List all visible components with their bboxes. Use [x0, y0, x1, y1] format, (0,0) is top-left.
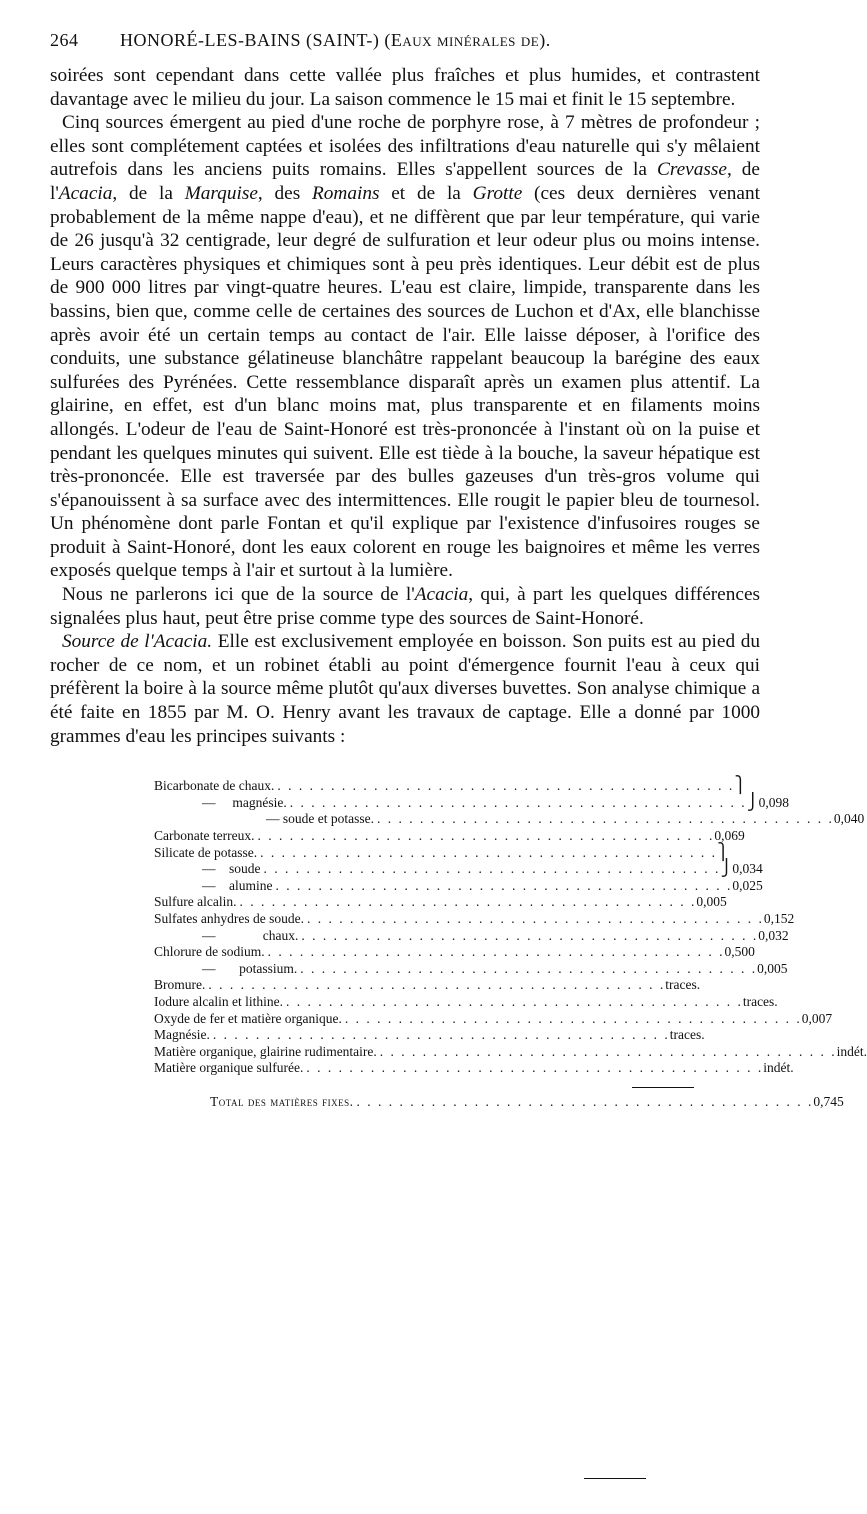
page-number: 264 — [50, 30, 79, 50]
table-row: — potassium. . . . . . . . . . . . . . . . . . . . . . . . . . . . . . . . . . . . . . . . . . . . 0,005 — [202, 960, 788, 976]
table-row: — chaux. . . . . . . . . . . . . . . . . . . . . . . . . . . . . . . . . . . . . . . . . . . . 0,032 — [202, 927, 789, 943]
table-row: Iodure alcalin et lithine. . . . . . . . . . . . . . . . . . . . . . . . . . . . . . . . . . . . . . . . . . . . traces. — [154, 993, 778, 1009]
table-row: Matière organique sulfurée. . . . . . . . . . . . . . . . . . . . . . . . . . . . . . . . . . . . . . . . . . . . indét. — [154, 1060, 794, 1076]
source-marquise: Marquise — [184, 182, 258, 204]
brace-top: ⎫ — [716, 843, 729, 861]
table-row: Carbonate terreux. . . . . . . . . . . . . . . . . . . . . . . . . . . . . . . . . . . . . . . . . . . . 0,069 — [154, 828, 745, 843]
table-row: Sulfates anhydres de soude. . . . . . . . . . . . . . . . . . . . . . . . . . . . . . . . . . . . . . . . . . . . 0,152 — [154, 910, 795, 926]
total-value: 0,745 — [813, 1093, 844, 1109]
total-rule — [632, 1087, 694, 1088]
table-row: Matière organique, glairine rudimentaire. . . . . . . . . . . . . . . . . . . . . . . . . . . . . . . . . . . . . . . . . . . . indét. — [154, 1043, 867, 1059]
paragraph-4: Source de l'Acacia. Elle est exclusivement employée en boisson. Son puits est au pied du rocher de ce nom, et un robinet établi au point d'émergence fournit l'eau à ceux qui préfèrent la boire à la source même plutôt qu'aux diverses buvettes. Son analyse chimique a été faite en 1855 par M. O. Henry avant les travaux de captage. Elle a donné par 1000 grammes d'eau les principes suivants : — [50, 631, 761, 747]
chemical-analysis-table — [154, 777, 867, 1110]
body-text — [50, 64, 760, 748]
section-heading-acacia: Source de l'Acacia. — [62, 631, 213, 653]
source-grotte: Grotte — [472, 182, 523, 204]
running-title-main: HONORÉ-LES-BAINS (SAINT-) — [120, 30, 380, 50]
table-row: Oxyde de fer et matière organique. . . . . . . . . . . . . . . . . . . . . . . . . . . . . . . . . . . . . . . . . . . . 0,007 — [154, 1010, 833, 1026]
table-row: Bromure. . . . . . . . . . . . . . . . . . . . . . . . . . . . . . . . . . . . . . . . . . . . traces. — [154, 977, 701, 993]
source-romains: Romains — [311, 182, 380, 204]
table-row: Chlorure de sodium. . . . . . . . . . . . . . . . . . . . . . . . . . . . . . . . . . . . . . . . . . . . 0,500 — [154, 944, 755, 960]
source-crevasse: Crevasse — [656, 159, 727, 181]
table-row: — soude . . . . . . . . . . . . . . . . . . . . . . . . . . . . . . . . . . . . . . . . . . . ⎭ 0,034 — [202, 860, 763, 878]
paragraph-3: Nous ne parlerons ici que de la source de l'Acacia, qui, à part les quelques différences signalées plus haut, peut être prise comme type des sources de Saint-Honoré. — [50, 584, 761, 629]
brace-bottom: ⎭ — [720, 860, 733, 878]
brace-top: ⎫ — [734, 777, 747, 795]
table-row: — soude et potasse. . . . . . . . . . . . . . . . . . . . . . . . . . . . . . . . . . . . . . . . . . . . 0,040 — [266, 811, 865, 827]
running-title-sub: (Eaux minérales de). — [384, 30, 551, 50]
end-rule — [584, 1478, 646, 1479]
table-row: — magnésie. . . . . . . . . . . . . . . . . . . . . . . . . . . . . . . . . . . . . . . . . . . . ⎭ 0,098 — [202, 793, 789, 811]
source-acacia: Acacia — [58, 182, 113, 204]
paragraph-1: soirées sont cependant dans cette vallée plus fraîches et plus humides, et contrastent davantage avec le milieu du jour. La saison commence le 15 mai et finit le 15 septembre. — [50, 65, 760, 110]
running-header — [50, 30, 760, 64]
total-row: Total des matières fixes. . . . . . . . . . . . . . . . . . . . . . . . . . . . . . . . . . . . . . . . . . . . 0,745 — [154, 1094, 694, 1111]
table-row: Magnésie. . . . . . . . . . . . . . . . . . . . . . . . . . . . . . . . . . . . . . . . . . . . traces. — [154, 1027, 705, 1043]
brace-bottom: ⎭ — [746, 793, 759, 811]
table-row: Silicate de potasse. . . . . . . . . . . . . . . . . . . . . . . . . . . . . . . . . . . . . . . . . . . . ⎫ — [154, 843, 729, 861]
paragraph-2: Cinq sources émergent au pied d'une roche de porphyre rose, à 7 mètres de profondeur ; elles sont complétement captées et isolées des infiltrations d'eau naturelle qui s'y mêlaient autrefois dans les anciens puits romains. Elles s'appellent sources de la Crevasse, de l'Acacia, de la Marquise, des Romains et de la Grotte (ces deux dernières venant probablement de la même nappe d'eau), et ne diffèrent que par leur température, qui varie de 26 jusqu'à 32 centigrade, leur degré de sulfuration et leur odeur plus ou moins intense. Leurs caractères physiques et chimiques sont à peu près identiques. Leur débit est de plus de 900 000 litres par vingt-quatre heures. L'eau est claire, limpide, transparente dans les bassins, bien que, comme celle de certaines des sources de Luchon et d'Ax, elle blanchisse après avoir été un certain temps au contact de l'air. Elle laisse déposer, à l'orifice des conduits, une substance gélatineuse blanchâtre rappelant beaucoup la barégine des eaux sulfurées des Pyrénées. Cette ressemblance disparaît après un examen plus attentif. La glairine, en effet, est d'un blanc moins mat, plus transparente et en filaments moins allongés. L'odeur de l'eau de Saint-Honoré est très-prononcée à l'instant où on la puise et pendant les quelques minutes qui suivent. Elle est tiède à la bouche, la saveur hépatique est très-prononcée. Elle est traversée par des bulles gazeuses d'un très-gros volume qui s'épanouissent à sa surface avec des intermittences. Elle rougit le papier bleu de tournesol. Un phénomène dont parle Fontan et qu'il explique par l'existence d'infusoires rouges se produit à Saint-Honoré, dont les eaux colorent en rouge les baignoires et même les verres exposés quelque temps à l'air et surtout à la lumière. — [50, 112, 760, 582]
table-row: — alumine . . . . . . . . . . . . . . . . . . . . . . . . . . . . . . . . . . . . . . . . . . . 0,025 — [202, 877, 763, 893]
table-row: Bicarbonate de chaux. . . . . . . . . . . . . . . . . . . . . . . . . . . . . . . . . . . . . . . . . . . . ⎫ — [154, 777, 747, 795]
running-title — [120, 30, 760, 51]
total-label: Total des matières fixes. — [210, 1093, 354, 1109]
source-acacia-ref: Acacia — [414, 584, 469, 606]
table-row: Sulfure alcalin. . . . . . . . . . . . . . . . . . . . . . . . . . . . . . . . . . . . . . . . . . . . 0,005 — [154, 894, 727, 910]
